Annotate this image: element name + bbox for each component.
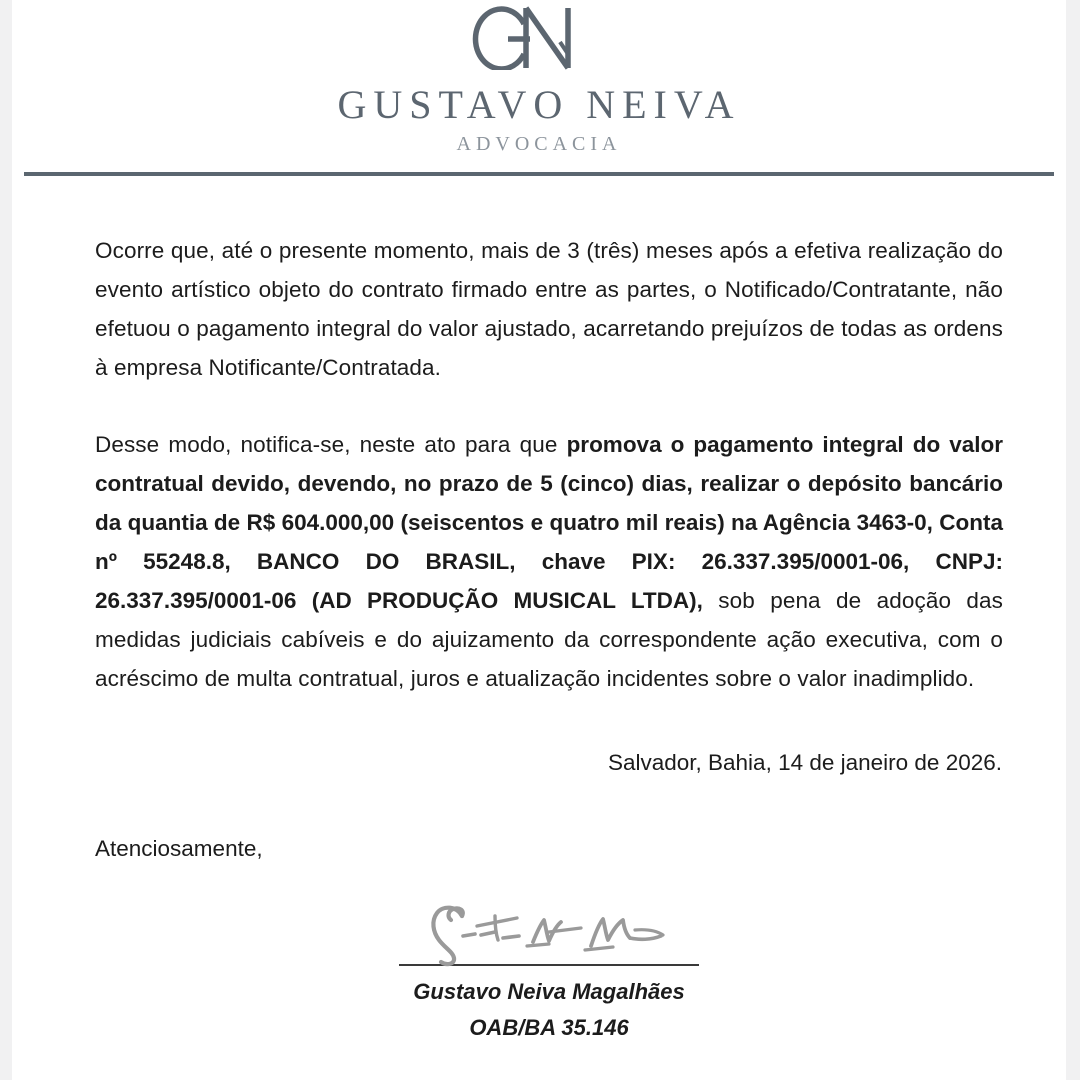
notification-tail-text: sob pena de adoção das medidas judiciais cabíveis e do ajuizamento da correspondente ação executiva, com o acréscimo de multa contratual, juros e atualização incidentes sobre o valor inadimplido. — [95, 588, 1004, 691]
firm-name: GUSTAVO NEIVA — [337, 82, 741, 127]
document-page — [12, 0, 1066, 1080]
signatory-oab-number: OAB/BA 35.146 — [469, 1015, 629, 1041]
salutation: Atenciosamente, — [95, 836, 263, 861]
dateline: Salvador, Bahia, 14 de janeiro de 2026. — [607, 750, 1002, 775]
signatory-name: Gustavo Neiva Magalhães — [413, 979, 685, 1004]
handwritten-signature-icon — [399, 896, 699, 968]
page-right-gutter — [1066, 0, 1080, 1080]
page-left-gutter — [0, 0, 12, 1080]
paragraph-notification — [95, 425, 1003, 698]
document-body — [12, 231, 1066, 1042]
letterhead-divider — [24, 172, 1054, 176]
firm-subtitle: ADVOCACIA — [456, 133, 622, 155]
signature-block — [95, 896, 1003, 1042]
notification-lead-text: Desse modo, notifica-se, neste ato para que — [95, 432, 567, 457]
signature-inner — [399, 896, 699, 1042]
letterhead — [12, 0, 1066, 176]
gn-monogram-icon — [464, 2, 614, 70]
paragraph-occurrence: Ocorre que, até o presente momento, mais de 3 (três) meses após a efetiva realização do evento artístico objeto do contrato firmado entre as partes, o Notificado/Contratante, não efetuou o pagamento integral do valor ajustado, acarretando prejuízos de todas as ordens à empresa Notificante/Contratada. — [95, 238, 1003, 380]
payment-demand-text: promova o pagamento integral do valor contratual devido, devendo, no prazo de 5 (cinco) dias, realizar o depósito bancário da quantia de R$ 604.000,00 (seiscentos e quatro mil reais) na Agência 3463-0, Conta nº 55248.8, BANCO DO BRASIL, chave PIX: 26.337.395/0001-06, CNPJ: 26.337.395/0001-06 (AD PRODUÇÃO MUSICAL LTDA), — [95, 432, 1003, 613]
